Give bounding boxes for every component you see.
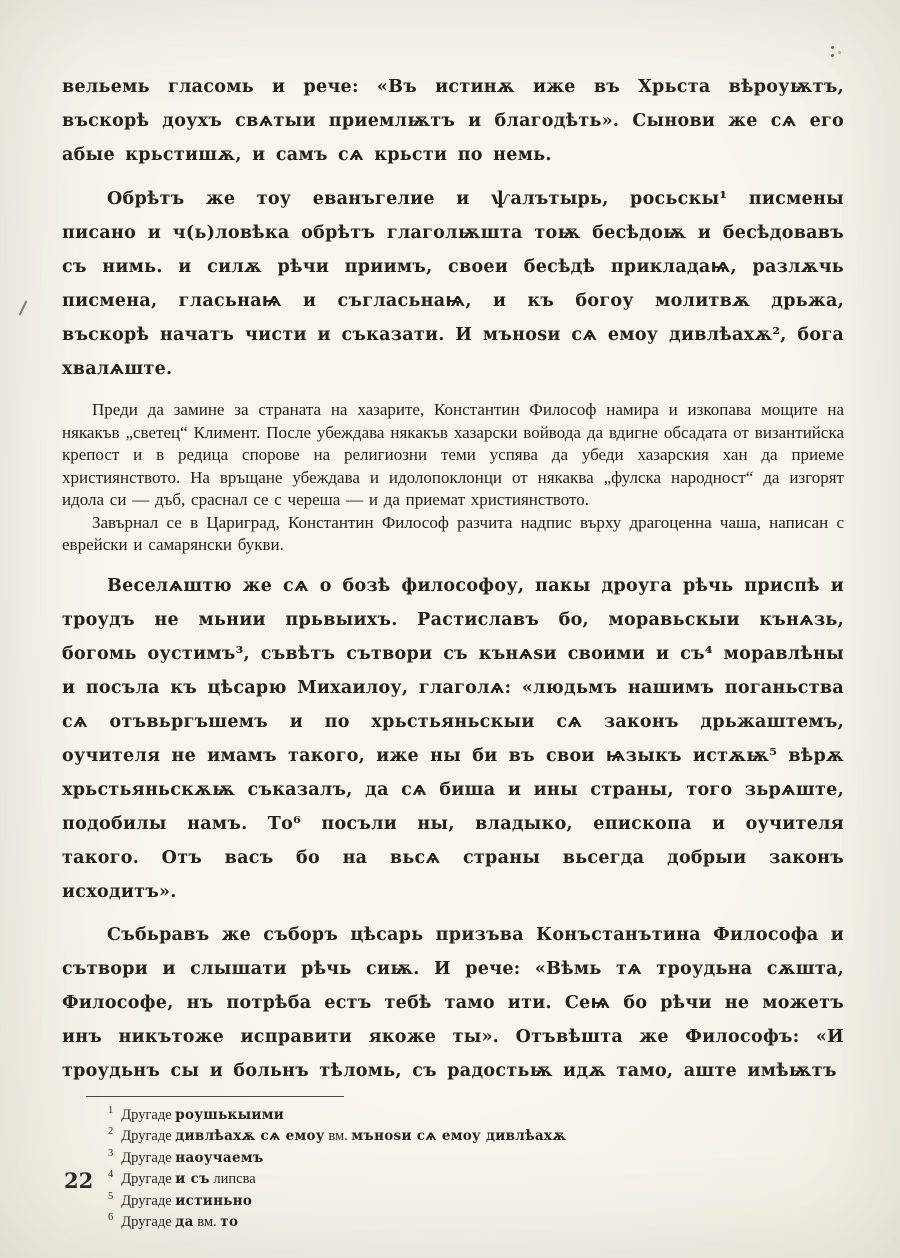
footnote-variant: и съ xyxy=(175,1171,210,1187)
footnote xyxy=(62,1105,844,1127)
footnote-variant: наоучаемъ xyxy=(175,1149,264,1166)
footnotes xyxy=(62,1096,844,1234)
paragraph-slavonic: вельемь гласомь и рече: «Въ истинѫ иже въ Хрьста вѣроуѭтъ, въскорѣ доухъ свѧтыи приемлѭтъ и благодѣть». Сынови же сѧ его абые крьстишѫ, и самъ сѧ крьсти по немь. xyxy=(62,77,844,165)
footnote-text: вм. xyxy=(197,1214,217,1230)
footnote-variant: истиньно xyxy=(175,1192,253,1209)
footnote-variant: дивлѣахѫ сѧ емоу xyxy=(175,1128,325,1144)
page-number: 22 xyxy=(64,1168,94,1193)
footnote-variant: роушькыими xyxy=(175,1106,285,1123)
footnote-number: 6 xyxy=(108,1212,114,1224)
footnote-text: Другаде xyxy=(121,1214,172,1230)
footnote-text: вм. xyxy=(328,1128,348,1144)
footnote xyxy=(62,1148,844,1170)
footnote-text: Другаде xyxy=(121,1149,172,1166)
footnote-text: Другаде xyxy=(121,1106,172,1123)
footnote-number: 5 xyxy=(108,1190,114,1202)
footnote-number: 3 xyxy=(108,1147,114,1159)
text-column xyxy=(62,70,844,1234)
paragraph-modern: Преди да замине за страната на хазарите, Константин Философ намира и изкопава мощите на някакъв „светец“ Климент. После убеждава някакъв хазарски войвода да вдигне обсадата от византийска крепост и в редица спорове на религиозни теми успява да убеди хазарския хан да приеме християнството. На връщане убеждава и идолопоклонци от някаква „фулска народност“ да изгорят идола си — дъб, сраснал се с череша — и да приемат християнството. xyxy=(62,400,844,509)
footnote xyxy=(62,1191,844,1213)
footnote-text: липсва xyxy=(213,1171,256,1187)
paragraph-modern: Завърнал се в Цариград, Константин Философ разчита надпис върху драгоценна чаша, написан с еврейски и самарянски букви. xyxy=(62,512,844,554)
footnote-number: 4 xyxy=(108,1169,114,1181)
paragraph-slavonic: Събьравъ же съборъ цѣсарь призъва Конъстанътина Философа и сътвори и слышати рѣчь сиѭ. И рече: «Вѣмь тѧ троудьна сѫшта, Философе, нъ потрѣба естъ тебѣ тамо ити. Сеѩ бо рѣчи не можетъ инъ никътоже исправити якоже ты». Отъвѣшта же Философъ: «И троудьнъ сы и больнъ тѣломь, съ радостьѭ идѫ тамо, аште имѣѭтъ xyxy=(62,924,844,1081)
scan-artifact xyxy=(19,300,28,315)
footnote-number: 1 xyxy=(108,1104,114,1116)
footnote xyxy=(62,1126,844,1148)
footnote-variant: мъноѕи сѧ емоу дивлѣахѫ xyxy=(351,1128,567,1144)
footnote-text: Другаде xyxy=(121,1171,172,1187)
footnote-number: 2 xyxy=(108,1126,114,1138)
footnote xyxy=(62,1212,844,1234)
footnote-variant: да xyxy=(175,1214,194,1230)
paragraph-slavonic: Веселѧштю же сѧ о бозѣ философоу, пакы дроуга рѣчь приспѣ и троудъ не мьнии прьвыихъ. Растиславъ бо, моравьскыи кънѧзь, богомь оустимъ³, съвѣтъ сътвори съ кънѧѕи своими и съ⁴ моравлѣны и посъла къ цѣсарю Михаилоу, глаголѧ: «людьмъ нашимъ поганьства сѧ отъвьргъшемъ и по хрьстьяньскыи сѧ законъ дрьжаштемъ, оучителя не имамъ такого, иже ны би въ свои ѩзыкъ истѫѭ⁵ вѣрѫ хрьстьяньскѫѭ съказалъ, да сѧ биша и ины страны, того зьрѧште, подобилы намъ. То⁶ посъли ны, владыко, епископа и оучителя такого. Отъ васъ бо на вьсѧ страны вьсегда добрыи законъ исходитъ». xyxy=(62,575,844,902)
footnote xyxy=(62,1169,844,1191)
footnote-variant: то xyxy=(220,1214,239,1230)
footnote-text: Другаде xyxy=(121,1192,172,1209)
footnote-separator xyxy=(86,1096,344,1097)
footnote-text: Другаде xyxy=(121,1128,172,1144)
paragraph-slavonic: Обрѣтъ же тоу еванъгелие и ѱалътырь, росьскы¹ писмены писано и ч(ь)ловѣка обрѣтъ глаголѭшта тоѭ бесѣдоѭ и бесѣдовавъ съ нимь. и силѫ рѣчи приимъ, своеи бесѣдѣ прикладаѩ, разлѫчь писмена, гласьнаѩ и съгласьнаѩ, и къ богоу молитвѫ дрьжа, въскорѣ начатъ чисти и съказати. И мъноѕи сѧ емоу дивлѣахѫ², бога хвалѧште. xyxy=(62,189,844,379)
scan-artifact xyxy=(831,46,834,49)
